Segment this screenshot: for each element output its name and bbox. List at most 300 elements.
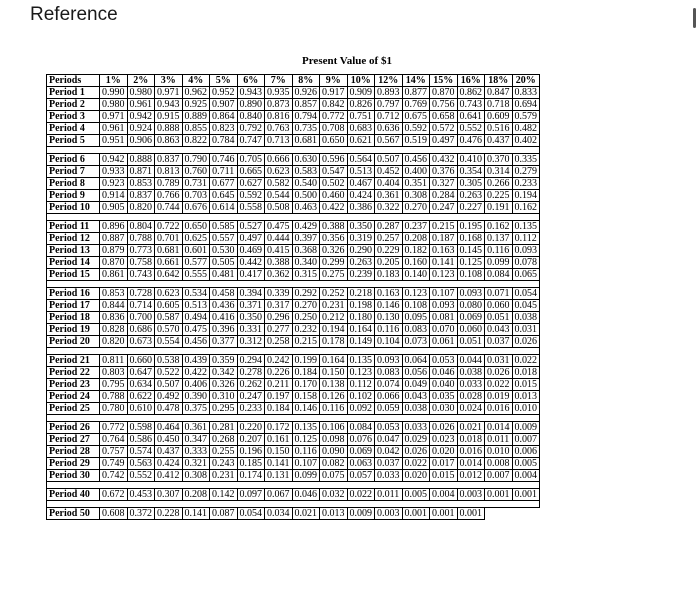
pv-cell: 0.327 (430, 178, 458, 190)
pv-cell: 0.870 (430, 87, 458, 99)
pv-cell: 0.184 (292, 367, 320, 379)
pv-cell: 0.711 (210, 166, 238, 178)
pv-cell: 0.342 (210, 367, 238, 379)
pv-cell: 0.097 (237, 489, 265, 501)
period-label: Period 17 (47, 300, 100, 312)
rate-header: 18% (485, 75, 513, 87)
pv-cell: 0.676 (182, 202, 210, 214)
pv-cell: 0.735 (292, 123, 320, 135)
pv-cell: 0.476 (457, 135, 485, 147)
pv-cell: 0.574 (127, 446, 155, 458)
pv-cell: 0.149 (347, 336, 375, 348)
pv-cell: 0.226 (265, 367, 293, 379)
period-label: Period 28 (47, 446, 100, 458)
pv-cell: 0.314 (485, 166, 513, 178)
periods-header: Periods (47, 75, 100, 87)
pv-cell: 0.481 (210, 269, 238, 281)
pv-cell: 0.307 (155, 489, 183, 501)
pv-cell: 0.500 (292, 190, 320, 202)
reference-header (0, 0, 700, 34)
pv-cell: 0.150 (265, 446, 293, 458)
pv-cell: 0.665 (237, 166, 265, 178)
pv-cell: 0.270 (402, 202, 430, 214)
pv-cell: 0.863 (155, 135, 183, 147)
pv-cell: 0.308 (402, 190, 430, 202)
pv-cell: 0.108 (402, 300, 430, 312)
pv-cell: 0.794 (292, 111, 320, 123)
pv-cell: 0.351 (402, 178, 430, 190)
pv-cell: 0.043 (485, 324, 513, 336)
pv-cell: 0.935 (265, 87, 293, 99)
pv-cell: 0.066 (375, 391, 403, 403)
pv-cell: 0.010 (512, 403, 540, 415)
pv-cell: 0.060 (485, 300, 513, 312)
pv-cell: 0.057 (347, 470, 375, 482)
pv-cell: 0.757 (100, 446, 128, 458)
pv-cell: 0.747 (237, 135, 265, 147)
pv-cell: 0.071 (485, 288, 513, 300)
pv-cell: 0.647 (127, 367, 155, 379)
pv-cell: 0.582 (265, 178, 293, 190)
pv-cell: 0.452 (375, 166, 403, 178)
pv-cell: 0.836 (100, 312, 128, 324)
pv-cell: 0.093 (512, 245, 540, 257)
pv-cell: 0.026 (402, 446, 430, 458)
reference-title: Reference (30, 4, 118, 25)
rate-header: 14% (402, 75, 430, 87)
pv-cell: 0.961 (100, 123, 128, 135)
pv-cell: 0.003 (457, 489, 485, 501)
pv-cell: 0.275 (320, 269, 348, 281)
pv-cell: 0.326 (210, 379, 238, 391)
pv-cell: 0.007 (485, 470, 513, 482)
pv-cell: 0.004 (430, 489, 458, 501)
pv-cell: 0.456 (402, 154, 430, 166)
pv-cell: 0.187 (430, 233, 458, 245)
pv-cell: 0.370 (485, 154, 513, 166)
pv-cell: 0.605 (155, 300, 183, 312)
pv-cell: 0.402 (512, 135, 540, 147)
pv-cell: 0.458 (210, 288, 238, 300)
pv-cell: 0.375 (182, 403, 210, 415)
pv-cell: 0.743 (457, 99, 485, 111)
pv-cell: 0.917 (320, 87, 348, 99)
pv-cell: 0.784 (210, 135, 238, 147)
pv-cell: 0.231 (210, 470, 238, 482)
pv-cell: 0.015 (430, 470, 458, 482)
table-row (47, 245, 540, 257)
pv-cell: 0.073 (402, 336, 430, 348)
table-row (47, 300, 540, 312)
pv-cell: 0.250 (292, 312, 320, 324)
table-row (47, 178, 540, 190)
pv-cell: 0.126 (320, 391, 348, 403)
pv-cell: 0.022 (347, 489, 375, 501)
pv-cell: 0.164 (320, 355, 348, 367)
pv-cell: 0.075 (320, 470, 348, 482)
pv-cell: 0.943 (155, 99, 183, 111)
pv-cell: 0.760 (182, 166, 210, 178)
pv-cell: 0.394 (237, 288, 265, 300)
pv-cell: 0.429 (292, 221, 320, 233)
pv-cell: 0.552 (457, 123, 485, 135)
pv-cell: 0.795 (100, 379, 128, 391)
pv-cell: 0.063 (347, 458, 375, 470)
pv-cell: 0.142 (210, 489, 238, 501)
period-label: Period 50 (47, 508, 100, 520)
pv-cell: 0.586 (127, 434, 155, 446)
pv-cell: 0.540 (292, 178, 320, 190)
pv-cell: 0.333 (182, 446, 210, 458)
pv-cell: 0.263 (457, 190, 485, 202)
pv-cell: 0.887 (100, 233, 128, 245)
pv-cell: 0.125 (292, 434, 320, 446)
pv-cell: 0.926 (292, 87, 320, 99)
pv-cell: 0.544 (265, 190, 293, 202)
table-row (47, 379, 540, 391)
pv-cell: 0.609 (485, 111, 513, 123)
pv-cell: 0.686 (127, 324, 155, 336)
pv-cell: 0.005 (402, 489, 430, 501)
pv-cell: 0.460 (320, 190, 348, 202)
pv-cell: 0.247 (430, 202, 458, 214)
pv-cell: 0.558 (237, 202, 265, 214)
pv-cell: 0.003 (375, 508, 403, 520)
table-row (47, 434, 540, 446)
pv-cell: 0.294 (237, 355, 265, 367)
period-label: Period 10 (47, 202, 100, 214)
group-spacer (47, 348, 540, 355)
pv-cell: 0.450 (155, 434, 183, 446)
pv-cell: 0.228 (155, 508, 183, 520)
pv-cell: 0.436 (210, 300, 238, 312)
pv-cell: 0.018 (512, 367, 540, 379)
pv-cell: 0.208 (182, 489, 210, 501)
pv-cell: 0.585 (210, 221, 238, 233)
pv-cell: 0.044 (457, 355, 485, 367)
pv-cell: 0.390 (182, 391, 210, 403)
pv-cell: 0.816 (265, 111, 293, 123)
pv-cell: 0.661 (155, 257, 183, 269)
pv-cell: 0.022 (512, 355, 540, 367)
header-row (47, 75, 540, 87)
pv-cell: 0.592 (402, 123, 430, 135)
pv-cell: 0.006 (512, 446, 540, 458)
pv-cell: 0.021 (457, 422, 485, 434)
pv-cell: 0.889 (182, 111, 210, 123)
pv-cell: 0.873 (265, 99, 293, 111)
pv-cell: 0.212 (320, 312, 348, 324)
rate-header: 20% (512, 75, 540, 87)
pv-cell: 0.125 (457, 257, 485, 269)
pv-cell: 0.107 (292, 458, 320, 470)
pv-cell: 0.630 (292, 154, 320, 166)
pv-cell: 0.772 (100, 422, 128, 434)
pv-cell: 0.093 (430, 300, 458, 312)
pv-cell: 0.191 (485, 202, 513, 214)
pv-cell: 0.013 (512, 391, 540, 403)
pv-cell: 0.564 (347, 154, 375, 166)
pv-cell: 0.182 (402, 245, 430, 257)
pv-cell: 0.677 (210, 178, 238, 190)
pv-cell: 0.596 (320, 154, 348, 166)
pv-cell: 0.424 (155, 458, 183, 470)
pv-cell: 0.579 (512, 111, 540, 123)
pv-cell: 0.951 (100, 135, 128, 147)
pv-cell: 0.255 (210, 446, 238, 458)
pv-cell: 0.478 (155, 403, 183, 415)
pv-cell: 0.160 (402, 257, 430, 269)
pv-cell: 0.623 (155, 288, 183, 300)
table-row (47, 446, 540, 458)
pv-cell: 0.555 (182, 269, 210, 281)
pv-cell: 0.673 (127, 336, 155, 348)
pv-cell: 0.362 (265, 269, 293, 281)
pv-cell: 0.257 (375, 233, 403, 245)
pv-cell: 0.583 (292, 166, 320, 178)
pv-cell: 0.315 (292, 269, 320, 281)
group-spacer (47, 415, 540, 422)
pv-cell: 0.888 (127, 154, 155, 166)
pv-cell: 0.185 (237, 458, 265, 470)
pv-cell: 0.422 (320, 202, 348, 214)
pv-cell: 0.683 (347, 123, 375, 135)
pv-cell: 0.572 (430, 123, 458, 135)
pv-cell: 0.397 (292, 233, 320, 245)
group-spacer (47, 482, 540, 489)
pv-cell: 0.070 (430, 324, 458, 336)
pv-cell: 0.890 (237, 99, 265, 111)
pv-cell: 0.233 (237, 403, 265, 415)
rate-header: 6% (237, 75, 265, 87)
pv-cell: 0.104 (375, 336, 403, 348)
pv-cell: 0.305 (457, 178, 485, 190)
pv-cell: 0.842 (320, 99, 348, 111)
pv-cell: 0.356 (320, 233, 348, 245)
pv-cell: 0.703 (182, 190, 210, 202)
pv-cell: 0.888 (155, 123, 183, 135)
pv-cell: 0.026 (485, 367, 513, 379)
pv-cell: 0.377 (210, 336, 238, 348)
rate-header: 12% (375, 75, 403, 87)
pv-cell: 0.467 (347, 178, 375, 190)
pv-cell: 0.243 (210, 458, 238, 470)
pv-cell: 0.045 (512, 300, 540, 312)
pv-cell: 0.623 (265, 166, 293, 178)
pv-cell: 0.135 (347, 355, 375, 367)
pv-cell: 0.942 (100, 154, 128, 166)
period-label: Period 24 (47, 391, 100, 403)
pv-cell: 0.004 (512, 470, 540, 482)
pv-cell: 0.502 (320, 178, 348, 190)
pv-cell: 0.788 (100, 391, 128, 403)
pv-cell: 0.893 (375, 87, 403, 99)
pv-cell: 0.475 (182, 324, 210, 336)
pv-cell: 0.141 (430, 257, 458, 269)
pv-cell: 0.116 (375, 324, 403, 336)
pv-cell: 0.162 (512, 202, 540, 214)
pv-cell: 0.005 (512, 458, 540, 470)
pv-cell: 0.820 (100, 336, 128, 348)
pv-cell: 0.198 (347, 300, 375, 312)
pv-cell: 0.061 (430, 336, 458, 348)
pv-cell: 0.049 (402, 379, 430, 391)
pv-cell: 0.758 (127, 257, 155, 269)
pv-cell: 0.033 (457, 379, 485, 391)
pv-cell: 0.023 (430, 434, 458, 446)
rate-header: 4% (182, 75, 210, 87)
pv-cell: 0.019 (485, 391, 513, 403)
group-spacer (47, 147, 540, 154)
pv-cell: 0.530 (210, 245, 238, 257)
pv-cell: 0.837 (127, 190, 155, 202)
pv-cell: 0.007 (512, 434, 540, 446)
table-row (47, 312, 540, 324)
pv-cell: 0.059 (375, 403, 403, 415)
period-label: Period 21 (47, 355, 100, 367)
pv-cell: 0.627 (237, 178, 265, 190)
pv-cell: 0.161 (265, 434, 293, 446)
pv-cell: 0.361 (375, 190, 403, 202)
pv-cell: 0.001 (430, 508, 458, 520)
table-row (47, 233, 540, 245)
table-row (47, 87, 540, 99)
pv-cell: 0.107 (430, 288, 458, 300)
pv-cell: 0.054 (512, 288, 540, 300)
table-row (47, 257, 540, 269)
pv-cell: 0.102 (347, 391, 375, 403)
pv-cell: 0.163 (430, 245, 458, 257)
pv-cell: 0.650 (320, 135, 348, 147)
pv-cell: 0.252 (320, 288, 348, 300)
pv-cell: 0.857 (292, 99, 320, 111)
scrollbar-thumb[interactable] (693, 8, 696, 28)
pv-cell: 0.123 (402, 288, 430, 300)
table-row (47, 123, 540, 135)
pv-cell: 0.194 (320, 324, 348, 336)
rate-header: 8% (292, 75, 320, 87)
table-row (47, 391, 540, 403)
pv-cell: 0.437 (155, 446, 183, 458)
pv-cell: 0.197 (265, 391, 293, 403)
pv-cell: 0.714 (127, 300, 155, 312)
pv-cell: 0.376 (430, 166, 458, 178)
pv-cell: 0.592 (237, 190, 265, 202)
pv-cell: 0.081 (430, 312, 458, 324)
pv-cell: 0.008 (485, 458, 513, 470)
pv-cell: 0.837 (155, 154, 183, 166)
pv-cell: 0.180 (347, 312, 375, 324)
table-row (47, 166, 540, 178)
pv-cell: 0.123 (347, 367, 375, 379)
pv-cell: 0.746 (210, 154, 238, 166)
pv-cell: 0.031 (485, 355, 513, 367)
pv-cell: 0.016 (457, 446, 485, 458)
pv-cell: 0.601 (182, 245, 210, 257)
pv-cell: 0.763 (265, 123, 293, 135)
pv-cell: 0.497 (237, 233, 265, 245)
pv-cell: 0.672 (100, 489, 128, 501)
pv-cell: 0.422 (182, 367, 210, 379)
pv-cell: 0.018 (457, 434, 485, 446)
pv-cell: 0.482 (512, 123, 540, 135)
pv-cell: 0.453 (127, 489, 155, 501)
pv-cell: 0.009 (512, 422, 540, 434)
pv-cell: 0.386 (347, 202, 375, 214)
pv-cell: 0.064 (402, 355, 430, 367)
pv-cell: 0.022 (402, 458, 430, 470)
pv-cell: 0.962 (182, 87, 210, 99)
pv-cell: 0.021 (292, 508, 320, 520)
pv-cell: 0.614 (210, 202, 238, 214)
pv-cell: 0.287 (375, 221, 403, 233)
pv-cell: 0.053 (430, 355, 458, 367)
pv-cell: 0.708 (320, 123, 348, 135)
table-row (47, 221, 540, 233)
pv-cell: 0.347 (182, 434, 210, 446)
pv-cell: 0.764 (100, 434, 128, 446)
pv-cell: 0.675 (402, 111, 430, 123)
pv-cell: 0.406 (182, 379, 210, 391)
table-row (47, 190, 540, 202)
pv-cell: 0.029 (402, 434, 430, 446)
pv-cell: 0.012 (457, 470, 485, 482)
pv-cell: 0.961 (127, 99, 155, 111)
period-label: Period 5 (47, 135, 100, 147)
pv-cell: 0.031 (512, 324, 540, 336)
pv-cell: 0.227 (457, 202, 485, 214)
period-label: Period 26 (47, 422, 100, 434)
pv-cell: 0.034 (265, 508, 293, 520)
pv-cell: 0.587 (155, 312, 183, 324)
table-row (47, 508, 540, 520)
pv-cell: 0.270 (292, 300, 320, 312)
pv-cell: 0.522 (155, 367, 183, 379)
pv-cell: 0.507 (155, 379, 183, 391)
pv-cell: 0.820 (127, 202, 155, 214)
period-label: Period 19 (47, 324, 100, 336)
pv-cell: 0.439 (182, 355, 210, 367)
pv-cell: 0.705 (237, 154, 265, 166)
pv-cell: 0.516 (485, 123, 513, 135)
pv-cell: 0.112 (512, 233, 540, 245)
pv-cell: 0.410 (457, 154, 485, 166)
pv-cell: 0.033 (402, 422, 430, 434)
pv-cell: 0.456 (182, 336, 210, 348)
pv-cell: 0.207 (237, 434, 265, 446)
pv-cell: 0.172 (265, 422, 293, 434)
pv-cell: 0.862 (457, 87, 485, 99)
pv-cell: 0.861 (100, 269, 128, 281)
pv-cell: 0.335 (512, 154, 540, 166)
pv-cell: 0.971 (155, 87, 183, 99)
period-label: Period 30 (47, 470, 100, 482)
pv-cell: 0.106 (320, 422, 348, 434)
pv-cell: 0.174 (237, 470, 265, 482)
pv-cell: 0.017 (430, 458, 458, 470)
period-label: Period 16 (47, 288, 100, 300)
pv-cell: 0.220 (237, 422, 265, 434)
pv-cell: 0.015 (512, 379, 540, 391)
pv-cell: 0.432 (430, 154, 458, 166)
pv-cell: 0.772 (320, 111, 348, 123)
pv-cell: 0.833 (512, 87, 540, 99)
pv-cell: 0.279 (512, 166, 540, 178)
pv-cell: 0.116 (320, 403, 348, 415)
pv-cell: 0.042 (375, 446, 403, 458)
pv-cell: 0.308 (182, 470, 210, 482)
pv-cell: 0.769 (402, 99, 430, 111)
